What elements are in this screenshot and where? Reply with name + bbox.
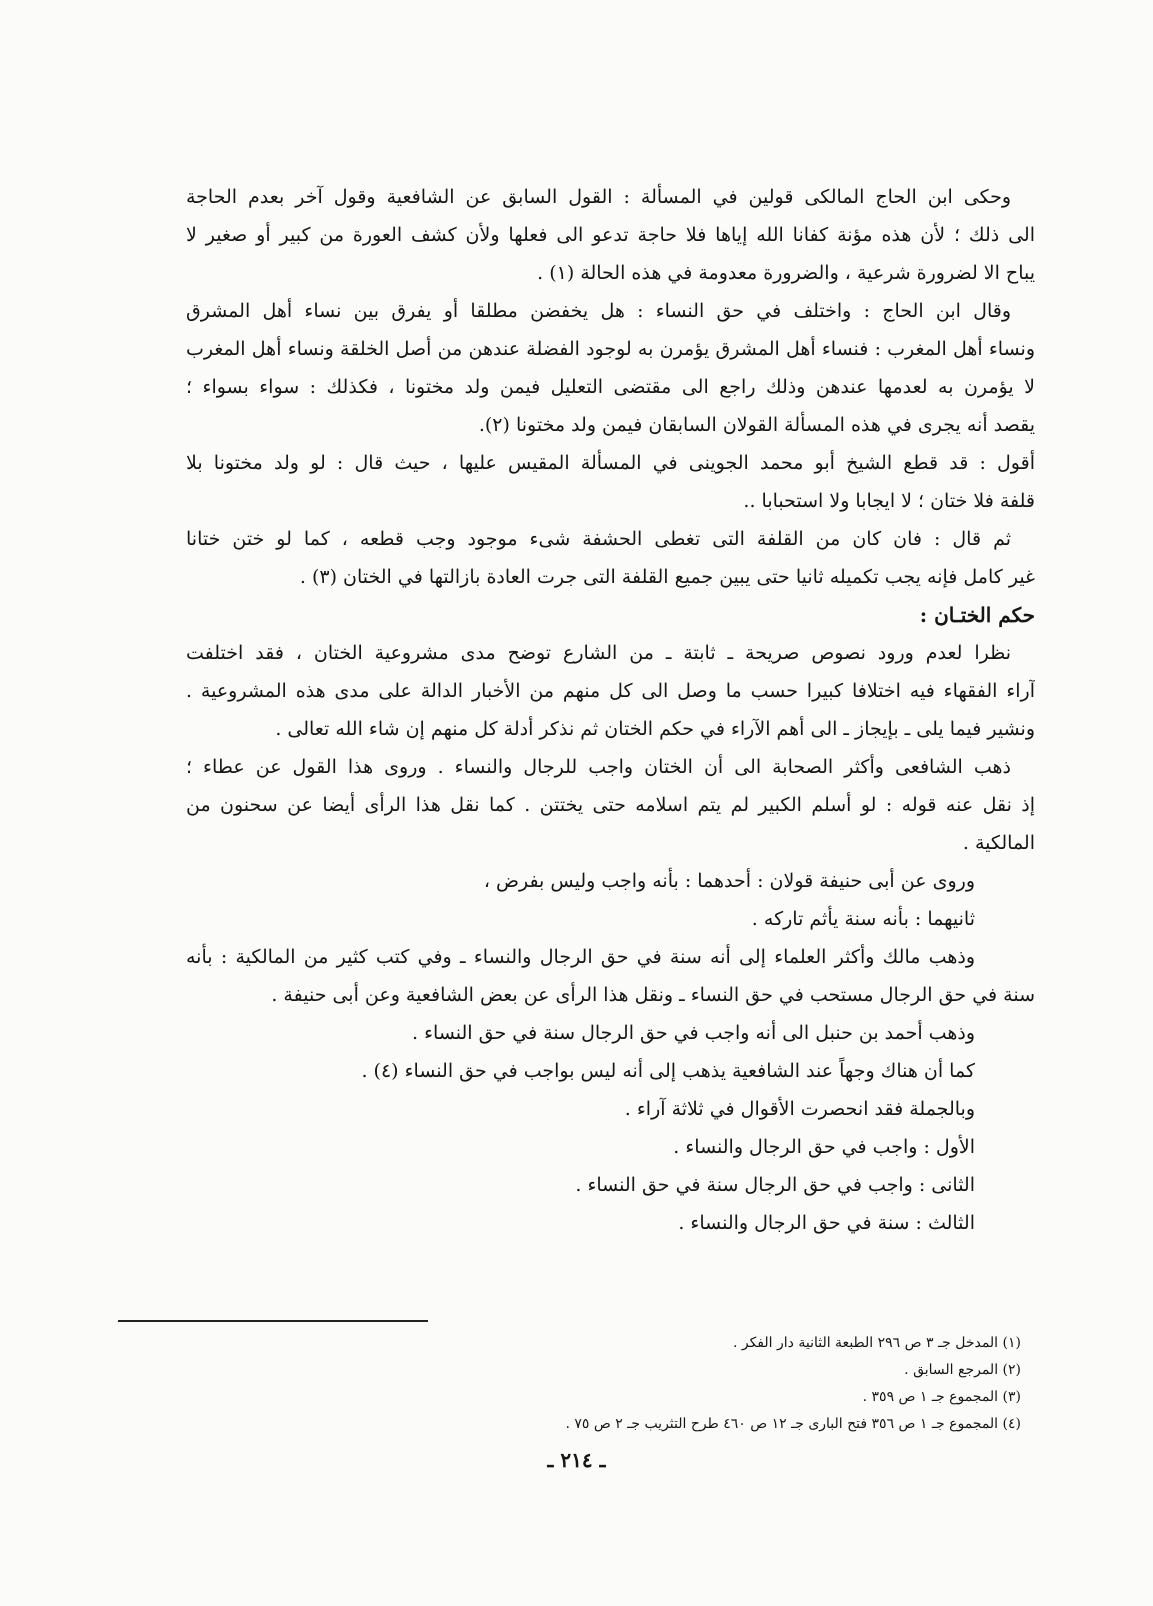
section-heading: حكم الختـان : xyxy=(919,603,1035,627)
paragraph-line: ثم قال : فان كان من القلفة التى تغطى الحشفة شىء موجود وجب قطعه ، كما لو ختن ختانا xyxy=(186,528,1011,550)
paragraph-line: غير كامل فإنه يجب تكميله ثانيا حتى يبين جميع القلفة التى جرت العادة بازالتها في الختان (٣) . xyxy=(299,566,1035,588)
paragraph-line: ذهب الشافعى وأكثر الصحابة الى أن الختان واجب للرجال والنساء . وروى هذا القول عن عطاء ؛ xyxy=(186,756,1011,778)
paragraph-line: المالكية . xyxy=(962,832,1035,854)
paragraph-line: أقول : قد قطع الشيخ أبو محمد الجوينى في المسألة المقيس عليها ، حيث قال : لو ولد مختونا بلا xyxy=(186,452,1035,474)
page-number: ـ ٢١٤ ـ xyxy=(547,1448,606,1472)
paragraph-line: قلفة فلا ختان ؛ لا ايجابا ولا استحبابا .. xyxy=(743,490,1035,512)
footnotes xyxy=(186,1330,1035,1438)
paragraph-line: الثالث : سنة في حق الرجال والنساء . xyxy=(678,1212,975,1234)
paragraph-line: يقصد أنه يجرى في هذه المسألة القولان السابقان فيمن ولد مختونا (٢). xyxy=(478,414,1035,436)
paragraph-line: وذهب مالك وأكثر العلماء إلى أنه سنة في حق الرجال والنساء ـ وفي كتب كثير من المالكية : بأنه xyxy=(186,946,975,968)
paragraph-line: نظرا لعدم ورود نصوص صريحة ـ ثابتة ـ من الشارع توضح مدى مشروعية الختان ، فقد اختلفت xyxy=(186,642,1011,664)
paragraph-line: وذهب أحمد بن حنبل الى أنه واجب في حق الرجال سنة في حق النساء . xyxy=(412,1022,975,1044)
footnote-3: (٣) المجموع جـ ١ ص ٣٥٩ . xyxy=(862,1389,1021,1405)
paragraph-line: وحكى ابن الحاج المالكى قولين في المسألة : القول السابق عن الشافعية وقول آخر بعدم الحاجة xyxy=(186,186,1011,208)
paragraph-line: لا يؤمرن به لعدمها عندهن وذلك راجع الى مقتضى التعليل فيمن ولد مختونا ، فكذلك : سواء بسواء ؛ xyxy=(186,376,1035,398)
footnote-1: (١) المدخل جـ ٣ ص ٢٩٦ الطبعة الثانية دار الفكر . xyxy=(732,1335,1021,1351)
paragraph-line: ونساء أهل المغرب : فنساء أهل المشرق يؤمرن به لوجود الفضلة عندهن من أصل الخلقة ونساء أهل المغرب xyxy=(186,338,1035,360)
paragraph-line: يباح الا لضرورة شرعية ، والضرورة معدومة في هذه الحالة (١) . xyxy=(537,262,1035,284)
paragraph-line: الى ذلك ؛ لأن هذه مؤنة كفانا الله إياها فلا حاجة تدعو الى فعلها ولأن كشف العورة من كبير أو صغير لا xyxy=(186,224,1035,246)
paragraph-line: ثانيهما : بأنه سنة يأثم تاركه . xyxy=(751,908,975,930)
paragraph-line: الأول : واجب في حق الرجال والنساء . xyxy=(673,1136,975,1158)
paragraph-line: الثانى : واجب في حق الرجال سنة في حق النساء . xyxy=(575,1174,975,1196)
paragraph-line: كما أن هناك وجهاً عند الشافعية يذهب إلى أنه ليس بواجب في حق النساء (٤) . xyxy=(361,1060,975,1082)
footnote-4: (٤) المجموع جـ ١ ص ٣٥٦ فتح البارى جـ ١٢ ص ٤٦٠ طرح التثريب جـ ٢ ص ٧٥ . xyxy=(565,1416,1021,1432)
paragraph-line: آراء الفقهاء فيه اختلافا كبيرا حسب ما وصل الى كل منهم من الأخبار الدالة على مدى هذه المشروعية . xyxy=(186,680,1035,702)
paragraph-line: إذ نقل عنه قوله : لو أسلم الكبير لم يتم اسلامه حتى يختتن . كما نقل هذا الرأى أيضا عن سحنون من xyxy=(186,794,1035,816)
paragraph-line: سنة في حق الرجال مستحب في حق النساء ـ ونقل هذا الرأى عن بعض الشافعية وعن أبى حنيفة . xyxy=(271,984,1035,1006)
paragraph-line: ونشير فيما يلى ـ بإيجاز ـ الى أهم الآراء في حكم الختان ثم نذكر أدلة كل منهم إن شاء الله تعالى . xyxy=(275,718,1035,740)
footnote-separator xyxy=(118,1320,428,1322)
footnote-2: (٢) المرجع السابق . xyxy=(904,1362,1021,1378)
body-text xyxy=(186,178,1035,1242)
paragraph-line: وروى عن أبى حنيفة قولان : أحدهما : بأنه واجب وليس بفرض ، xyxy=(483,870,975,892)
paragraph-line: وبالجملة فقد انحصرت الأقوال في ثلاثة آراء . xyxy=(624,1098,975,1120)
paragraph-line: وقال ابن الحاج : واختلف في حق النساء : هل يخفضن مطلقا أو يفرق بين نساء أهل المشرق xyxy=(186,300,1011,322)
